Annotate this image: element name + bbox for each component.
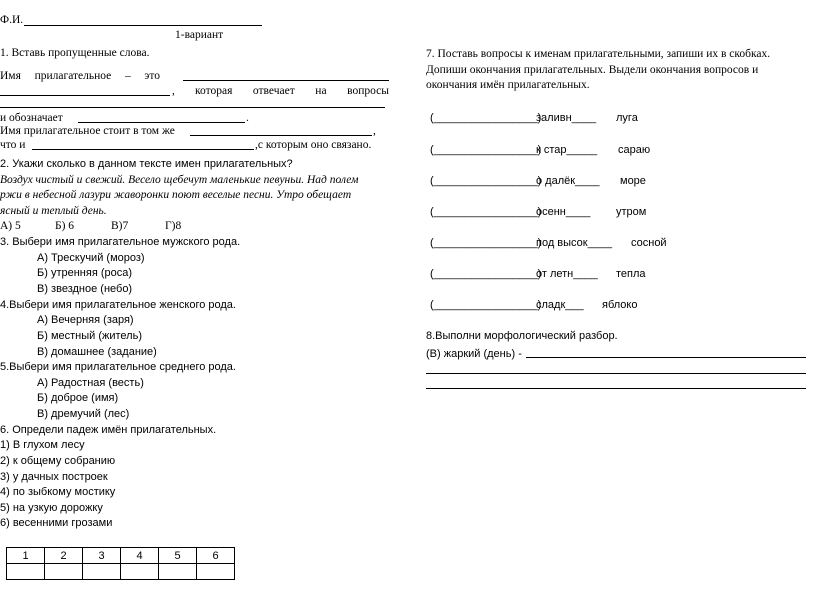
q8-blank-line[interactable] [526, 357, 806, 358]
answer-table-header-cell: 3 [83, 548, 121, 564]
q7-phrase: о далёк____ [536, 175, 600, 187]
q2-option: В)7 [111, 220, 129, 232]
q4-option: Б) местный (житель) [37, 330, 142, 342]
q7-noun: море [620, 175, 646, 187]
q2-title: 2. Укажи сколько в данном тексте имен прилагательных? [0, 158, 293, 170]
q2-option: Б) 6 [55, 220, 75, 232]
q1-word: которая [195, 85, 233, 97]
q1-blank-5 [190, 135, 372, 136]
answer-table-header-row [7, 548, 235, 564]
q1-row6-prefix: что и [0, 139, 26, 151]
q7-blank[interactable]: (_________________) [430, 237, 542, 249]
q6-item: 5) на узкую дорожку [0, 502, 103, 514]
q2-option: Г)8 [165, 220, 182, 232]
q1-blank-6 [32, 149, 254, 150]
q4-title: 4.Выбери имя прилагательное женского рода. [0, 299, 236, 311]
q7-phrase: заливн____ [536, 112, 597, 124]
q1-row6-suffix: ,с которым оно связано. [255, 139, 372, 151]
answer-table [6, 547, 235, 580]
q3-title: 3. Выбери имя прилагательное мужского рода. [0, 236, 241, 248]
q1-comma: , [172, 85, 175, 97]
answer-table-header-cell: 2 [45, 548, 83, 564]
q7-noun: тепла [616, 268, 646, 280]
q1-blank-4 [78, 122, 245, 123]
q3-option: В) звездное (небо) [37, 283, 133, 295]
answer-table-header-cell: 6 [197, 548, 235, 564]
q1-row2 [195, 84, 389, 98]
q2-text-line: Воздух чистый и свежий. Весело щебечут маленькие певуньи. Над полем [0, 174, 359, 186]
q6-item: 2) к общему собранию [0, 455, 116, 467]
q6-item: 6) весенними грозами [0, 517, 113, 529]
q7-noun: сараю [618, 144, 651, 156]
q1-word: – [124, 70, 131, 82]
q1-word: на [315, 85, 327, 97]
q7-title-line: Допиши окончания прилагательных. Выдели окончания вопросов и [426, 64, 759, 76]
q7-phrase: осенн____ [536, 206, 591, 218]
q4-option: А) Вечерняя (заря) [37, 314, 134, 326]
q1-row4-suffix: . [246, 112, 249, 124]
q7-phrase: сладк___ [536, 299, 584, 311]
variant-label: 1-вариант [175, 29, 224, 41]
q7-noun: яблоко [602, 299, 638, 311]
q1-word: прилагательное [34, 70, 112, 82]
q5-option: Б) доброе (имя) [37, 392, 119, 404]
q1-row5-suffix: , [373, 125, 376, 137]
q4-option: В) домашнее (задание) [37, 346, 157, 358]
q7-blank[interactable]: (_________________) [430, 144, 542, 156]
q7-phrase: от летн____ [536, 268, 598, 280]
fio-label: Ф.И. [0, 14, 24, 26]
fio-blank-line [24, 25, 262, 26]
q5-option: В) дремучий (лес) [37, 408, 130, 420]
q7-blank[interactable]: (_________________) [430, 268, 542, 280]
q6-title: 6. Определи падеж имён прилагательных. [0, 424, 217, 436]
answer-table-answer-row[interactable] [7, 564, 235, 580]
q1-title: 1. Вставь пропущенные слова. [0, 47, 150, 59]
answer-table-cell[interactable] [45, 564, 83, 580]
q7-title-line: 7. Поставь вопросы к именам прилагательными, запиши их в скобках. [426, 48, 771, 60]
q1-blank-2 [0, 95, 170, 96]
answer-table-cell[interactable] [159, 564, 197, 580]
q8-title: 8.Выполни морфологический разбор. [426, 330, 618, 342]
q3-option: А) Трескучий (мороз) [37, 252, 145, 264]
answer-table-header-cell: 4 [121, 548, 159, 564]
q8-word: (В) жаркий (день) - [426, 348, 522, 360]
q2-text-line: ржи в небесной лазури жаворонки поют веселые песни. Утро обещает [0, 189, 352, 201]
q2-option: А) 5 [0, 220, 21, 232]
answer-table-cell[interactable] [7, 564, 45, 580]
q7-noun: луга [616, 112, 638, 124]
q1-row4-prefix: и обозначает [0, 112, 63, 124]
q1-blank-1 [183, 80, 389, 81]
q6-item: 1) В глухом лесу [0, 439, 85, 451]
q5-title: 5.Выбери имя прилагательное среднего рода. [0, 361, 236, 373]
q7-noun: сосной [631, 237, 667, 249]
q2-text-line: ясный и теплый день. [0, 205, 107, 217]
q7-phrase: под высок____ [536, 237, 613, 249]
q1-word: это [144, 70, 160, 82]
q5-option: А) Радостная (весть) [37, 377, 144, 389]
q7-blank[interactable]: (_________________) [430, 112, 542, 124]
q7-title-line: окончания имён прилагательных. [426, 79, 590, 91]
answer-table-cell[interactable] [83, 564, 121, 580]
q6-item: 4) по зыбкому мостику [0, 486, 116, 498]
q7-blank[interactable]: (_________________) [430, 299, 542, 311]
answer-table-cell[interactable] [121, 564, 159, 580]
q7-noun: утром [616, 206, 647, 218]
q8-blank-line[interactable] [426, 373, 806, 374]
q7-blank[interactable]: (_________________) [430, 175, 542, 187]
q1-blank-3 [0, 107, 385, 108]
q6-item: 3) у дачных построек [0, 471, 108, 483]
q7-blank[interactable]: (_________________) [430, 206, 542, 218]
q1-word: Имя [0, 70, 21, 82]
answer-table-header-cell: 5 [159, 548, 197, 564]
q1-row1 [0, 69, 160, 83]
q1-row5-prefix: Имя прилагательное стоит в том же [0, 125, 175, 137]
q1-word: вопросы [347, 85, 389, 97]
answer-table-header-cell: 1 [7, 548, 45, 564]
q1-word: отвечает [252, 85, 295, 97]
q3-option: Б) утренняя (роса) [37, 267, 133, 279]
q8-blank-line[interactable] [426, 388, 806, 389]
answer-table-cell[interactable] [197, 564, 235, 580]
q7-phrase: к стар_____ [536, 144, 598, 156]
